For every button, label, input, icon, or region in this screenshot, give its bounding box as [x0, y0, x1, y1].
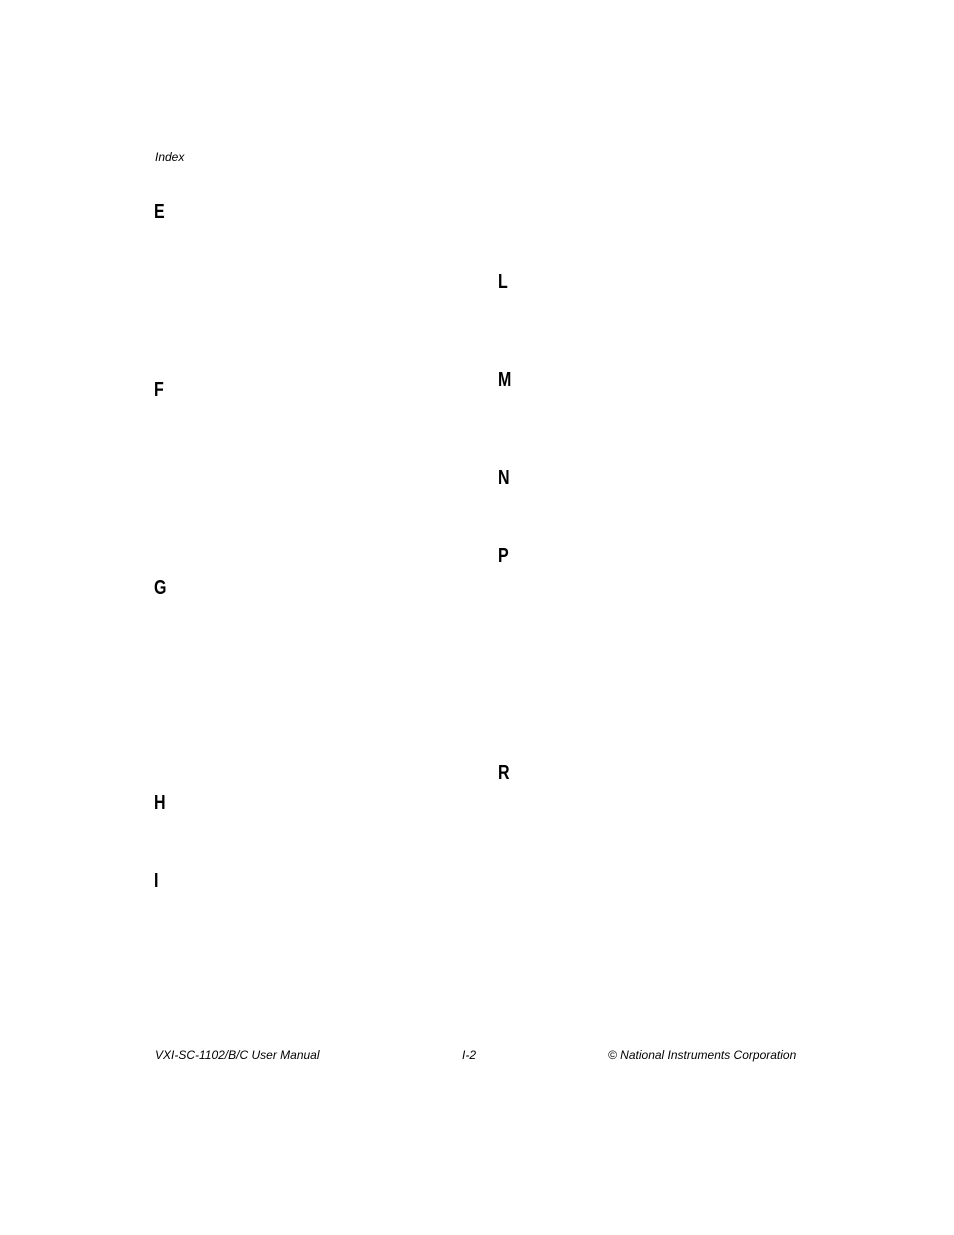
- index-section-n-heading: N: [498, 467, 510, 489]
- index-section-e-heading: E: [154, 201, 165, 223]
- footer-page-number: I-2: [462, 1048, 477, 1062]
- index-section-r-heading: R: [498, 762, 510, 784]
- index-section-g-heading: G: [154, 577, 167, 599]
- index-section-f-heading: F: [154, 379, 164, 401]
- index-section-l-heading: L: [498, 271, 508, 293]
- footer-manual-title: VXI-SC-1102/B/C User Manual: [155, 1048, 320, 1062]
- index-section-i-heading: I: [154, 870, 159, 892]
- index-section-m-heading: M: [498, 369, 512, 391]
- index-section-p-heading: P: [498, 545, 509, 567]
- index-section-h-heading: H: [154, 792, 166, 814]
- footer-copyright: © National Instruments Corporation: [608, 1048, 797, 1062]
- running-head: Index: [155, 150, 185, 164]
